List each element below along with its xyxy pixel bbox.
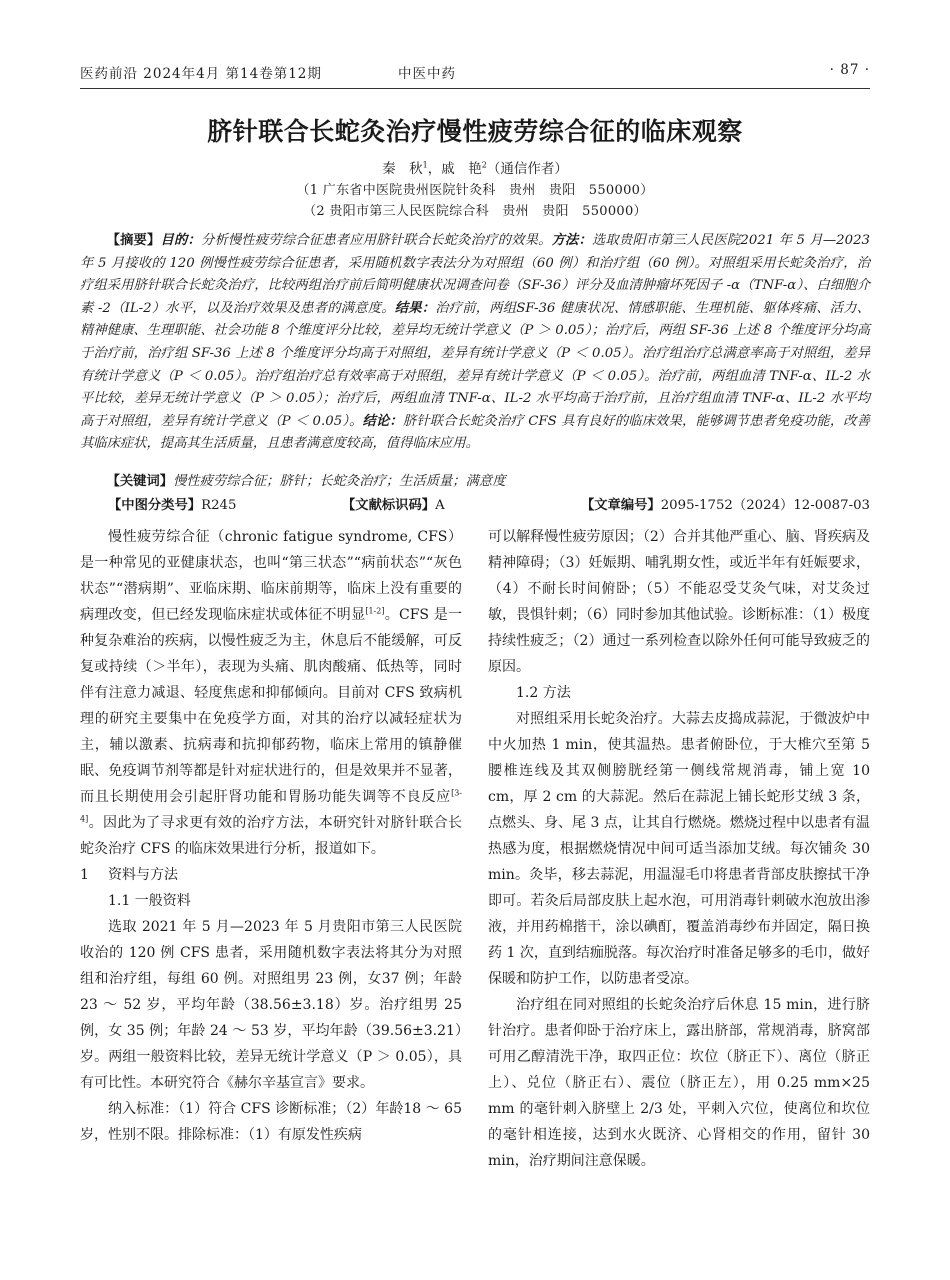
criteria-paragraph: 纳入标准：（1）符合 CFS 诊断标准；（2）年龄18 ～ 65 岁，性别不限。排除标准：（1）有原发性疾病 [80, 1101, 462, 1143]
body-left-column [80, 524, 462, 1148]
intro-paragraph [80, 524, 462, 862]
affiliation-1: （1 广东省中医院贵州医院针灸科 贵州 贵阳 550000） [296, 183, 654, 198]
running-header [80, 62, 870, 84]
author-1: 秦 秋 [382, 161, 423, 177]
column-name: 中医中药 [398, 66, 456, 82]
control-method-paragraph: 对照组采用长蛇灸治疗。大蒜去皮捣成蒜泥，于微波炉中中火加热 1 min，使其温热。患者俯卧位，于大椎穴至第 5 腰椎连线及其双侧膀胱经第一侧线常规消毒，铺上宽 10 cm，厚 2 cm 的大蒜泥。然后在蒜泥上铺长蛇形艾绒 3 条，点燃头、身、尾 3 点，让其自行燃烧。燃烧过程中以患者有温热感为度，根据燃烧情况中间可适当添加艾绒。每次铺灸 30 min。灸毕，移去蒜泥，用温湿毛巾将患者背部皮肤擦拭干净即可。若灸后局部皮肤上起水泡，可用消毒针刺破水泡放出渗液，并用药棉揩干，涂以碘酊，覆盖消毒纱布并固定，隔日换药 1 次，直到结痂脱落。每次治疗时准备足够多的毛巾，做好保暖和防护工作，以防患者受凉。 [488, 711, 870, 987]
keywords-label: 【关键词】 [106, 474, 174, 489]
intro-text-c: 。因此为了寻求更有效的治疗方法，本研究针对脐针联合长蛇灸治疗 CFS 的临床效果进行分析，报道如下。 [80, 815, 462, 857]
section-heading-1 [80, 862, 462, 888]
page-number: · 87 · [829, 62, 870, 78]
treatment-method-paragraph: 治疗组在同对照组的长蛇灸治疗后休息 15 min，进行脐针治疗。患者仰卧于治疗床上，露出脐部，常规消毒，脐窝部可用乙醇清洗干净，取四正位：坎位（脐正下）、离位（脐正上）、兑位（脐正右）、震位（脐正左），用 0.25 mm×25 mm 的毫针刺入脐壁上 2/3 处，平刺入穴位，使离位和坎位的毫针相连接，达到水火既济、心肾相交的作用，留针 30 min，治疗期间注意保暖。 [488, 997, 870, 1169]
method-text: 选取贵阳市第三人民医院2021 年 5 月—2023 年 5 月接收的 120 例慢性疲劳综合征患者，采用随机数字表法分为对照组（60 例）和治疗组（60 例）。对照组采用长蛇灸治疗，治疗组采用脐针联合长蛇灸治疗，比较两组治疗前后简明健康状况调查问卷（SF-36）评分及血清肿瘤坏死因子 -α（TNF-α）、白细胞介素 -2（IL-2）水平，以及治疗效果及患者的满意度。 [80, 233, 871, 316]
header-rule [80, 88, 870, 89]
general-data-paragraph: 选取 2021 年 5 月—2023 年 5 月贵阳市第三人民医院收治的 120 例 CFS 患者，采用随机数字表法将其分为对照组和治疗组，每组 60 例。对照组男 23 例，女37 例；年龄 23 ～ 52 岁，平均年龄（38.56±3.18）岁。治疗组男 25 例，女 35 例；年龄 24 ～ 53 岁，平均年龄（39.56±3.21）岁。两组一般资料比较，差异无统计学意义（P ＞ 0.05），具有可比性。本研究符合《赫尔辛基宣言》要求。 [80, 919, 462, 1091]
journal-issue: 医药前沿 2024年4月 第14卷第12期 [80, 66, 322, 82]
subsection-heading-1-2: 1.2 方法 [516, 685, 571, 701]
author-separator: ， [427, 161, 442, 177]
conclusion-label: 结论： [362, 413, 403, 429]
citation-1: [1-2] [365, 606, 385, 616]
doc-label: 【文献标识码】 [342, 498, 436, 513]
affiliation-2: （2 贵阳市第三人民医院综合科 贵州 贵阳 550000） [303, 204, 647, 219]
method-label: 方法： [551, 233, 593, 248]
purpose-label: 目的： [160, 233, 201, 248]
clc-label: 【中图分类号】 [108, 498, 202, 513]
corresponding-note: （通信作者） [486, 161, 568, 177]
body-right-column [488, 524, 870, 1174]
doc-value: A [435, 498, 445, 513]
purpose-text: 分析慢性疲劳综合征患者应用脐针联合长蛇灸治疗的效果。 [200, 233, 552, 248]
clc-value: R245 [201, 498, 237, 513]
intro-text-a: 慢性疲劳综合征（chronic fatigue syndrome, CFS）是一种常见的亚健康状态，也叫“第三状态”“病前状态”“灰色状态”“潜病期”、亚临床期、临床前期等，临床上没有重要的病理改变，但已经发现临床症状或体征不明显 [80, 529, 462, 623]
conclusion-text: 脐针联合长蛇灸治疗 CFS 具有良好的临床效果，能够调节患者免疫功能，改善其临床症状，提高其生活质量，且患者满意度较高，值得临床应用。 [80, 413, 871, 452]
article-value: 2095-1752（2024）12-0087-03 [660, 498, 870, 513]
author-2: 戚 艳 [441, 161, 482, 177]
article-number [581, 494, 870, 513]
classification-row [80, 494, 870, 514]
abstract-label: 【摘要】 [106, 233, 161, 248]
citation-2: [3-4] [80, 788, 462, 824]
article-label: 【文章编号】 [580, 498, 661, 513]
clc-code [108, 494, 236, 513]
keywords [80, 470, 870, 489]
abstract [80, 230, 870, 456]
intro-text-b: 。CFS 是一种复杂难治的疾病，以慢性疲乏为主，休息后不能缓解，可反复或持续（＞半年），表现为头痛、肌肉酸痛、低热等，同时伴有注意力减退、轻度焦虑和抑郁倾向。目前对 CFS 致病机理的研究主要集中在免疫学方面，对其的治疗以减轻症状为主，辅以激素、抗病毒和抗抑郁药物，临床上常用的镇静催眠、免疫调节剂等都是针对症状进行的，但是效果并不显著，而且长期使用会引起肝肾功能和胃肠功能失调等不良反应 [80, 607, 463, 805]
criteria-continued: 可以解释慢性疲劳原因；（2）合并其他严重心、脑、肾疾病及精神障碍；（3）妊娠期、哺乳期女性，或近半年有妊娠要求，（4）不耐长时间俯卧；（5）不能忍受艾灸气味，对艾灸过敏，畏惧针刺；（6）同时参加其他试验。诊断标准：（1）极度持续性疲乏；（2）通过一系列检查以除外任何可能导致疲乏的原因。 [488, 529, 870, 675]
author-line [80, 157, 870, 177]
author-1-affil: 1 [422, 160, 428, 170]
result-text: 治疗前，两组SF-36 健康状况、情感职能、生理机能、躯体疼痛、活力、精神健康、生理职能、社会功能 8 个维度评分比较，差异均无统计学意义（P ＞ 0.05）；治疗后，两组 SF-36 上述 8 个维度评分均高于治疗前，治疗组 SF-36 上述 8 个维度评分均高于对照组，差异有统计学意义（P ＜ 0.05）。治疗组治疗总满意率高于对照组，差异有统计学意义（P ＜ 0.05）。治疗组治疗总有效率高于对照组，差异有统计学意义（P ＜ 0.05）。治疗前，两组血清 TNF-α、IL-2 水平比较，差异无统计学意义（P ＞ 0.05）；治疗后，两组血清 TNF-α、IL-2 水平均高于治疗前，且治疗组血清 TNF-α、IL-2 水平均高于对照组，差异有统计学意义（P ＜ 0.05）。 [80, 300, 870, 429]
author-2-affil: 2 [481, 160, 487, 170]
section-number: 1 [80, 867, 89, 883]
article-title: 脐针联合长蛇灸治疗慢性疲劳综合征的临床观察 [207, 117, 743, 146]
doc-code [342, 494, 445, 513]
result-label: 结果： [394, 300, 436, 316]
subsection-heading-1-1: 1.1 一般资料 [108, 893, 191, 909]
section-title: 资料与方法 [108, 867, 178, 883]
keywords-text: 慢性疲劳综合征；脐针；长蛇灸治疗；生活质量；满意度 [173, 474, 506, 489]
